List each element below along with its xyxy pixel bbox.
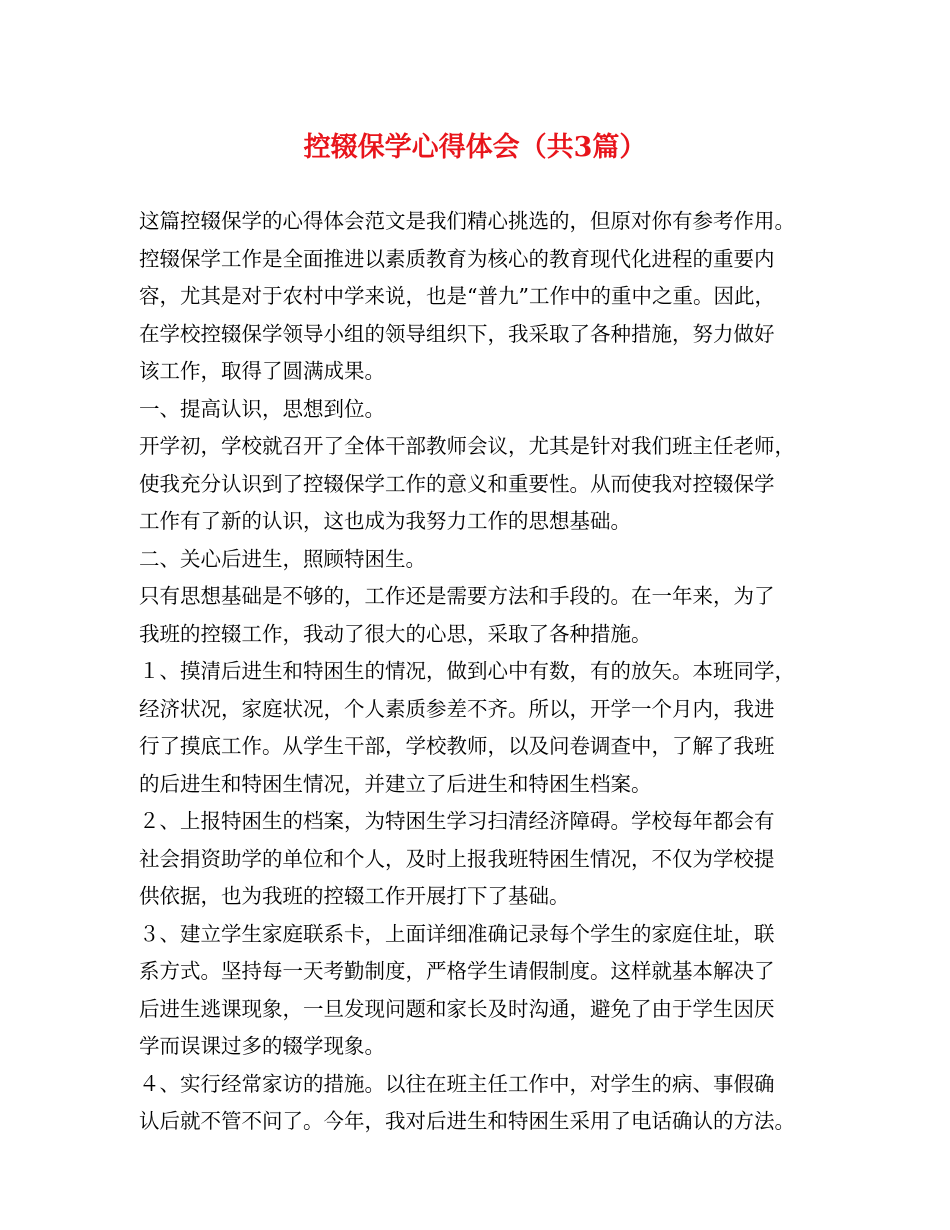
body-line: 控辍保学工作是全面推进以素质教育为核心的教育现代化进程的重要内 xyxy=(139,246,775,271)
body-line: 在学校控辍保学领导小组的领导组织下，我采取了各种措施，努力做好 xyxy=(139,321,775,346)
body-line: 我班的控辍工作，我动了很大的心思，采取了各种措施。 xyxy=(139,621,652,646)
body-line: 认后就不管不问了。今年，我对后进生和特困生采用了电话确认的方法。 xyxy=(139,1109,795,1133)
document-body xyxy=(139,203,839,1141)
body-line: 开学初，学校就召开了全体干部教师会议，尤其是针对我们班主任老师， xyxy=(139,434,795,458)
body-line: 工作有了新的认识，这也成为我努力工作的思想基础。 xyxy=(139,509,631,533)
body-line: 的后进生和特困生情况，并建立了后进生和特困生档案。 xyxy=(139,771,652,796)
body-line: 社会捐资助学的单位和个人，及时上报我班特困生情况，不仅为学校提 xyxy=(139,846,775,871)
body-line: 容，尤其是对于农村中学来说，也是“普九”工作中的重中之重。因此， xyxy=(139,284,775,308)
body-line: 经济状况，家庭状况，个人素质参差不齐。所以，开学一个月内，我进 xyxy=(139,696,775,721)
body-line: 供依据，也为我班的控辍工作开展打下了基础。 xyxy=(139,884,570,908)
list-item-line: ２、上报特困生的档案，为特困生学习扫清经济障碍。学校每年都会有 xyxy=(139,809,775,833)
body-line: 使我充分认识到了控辍保学工作的意义和重要性。从而使我对控辍保学 xyxy=(139,471,775,496)
section-heading: 一、提高认识，思想到位。 xyxy=(139,396,385,421)
body-line: 该工作，取得了圆满成果。 xyxy=(139,359,385,383)
section-heading: 二、关心后进生，照顾特困生。 xyxy=(139,546,426,571)
body-line: 系方式。坚持每一天考勤制度，严格学生请假制度。这样就基本解决了 xyxy=(139,959,775,983)
list-item-line: １、摸清后进生和特困生的情况，做到心中有数，有的放矢。本班同学， xyxy=(139,659,795,683)
list-item-line: ３、建立学生家庭联系卡，上面详细准确记录每个学生的家庭住址，联 xyxy=(139,921,775,946)
body-line: 后进生逃课现象，一旦发现问题和家长及时沟通，避免了由于学生因厌 xyxy=(139,996,775,1021)
body-line: 只有思想基础是不够的，工作还是需要方法和手段的。在一年来，为了 xyxy=(139,584,775,608)
body-line: 行了摸底工作。从学生干部，学校教师，以及问卷调查中，了解了我班 xyxy=(139,734,775,758)
body-line: 学而误课过多的辍学现象。 xyxy=(139,1034,385,1058)
list-item-line: ４、实行经常家访的措施。以往在班主任工作中，对学生的病、事假确 xyxy=(139,1071,775,1096)
body-line: 这篇控辍保学的心得体会范文是我们精心挑选的，但原对你有参考作用。 xyxy=(139,209,795,233)
document-title: 控辍保学心得体会（共3篇） xyxy=(303,132,647,163)
